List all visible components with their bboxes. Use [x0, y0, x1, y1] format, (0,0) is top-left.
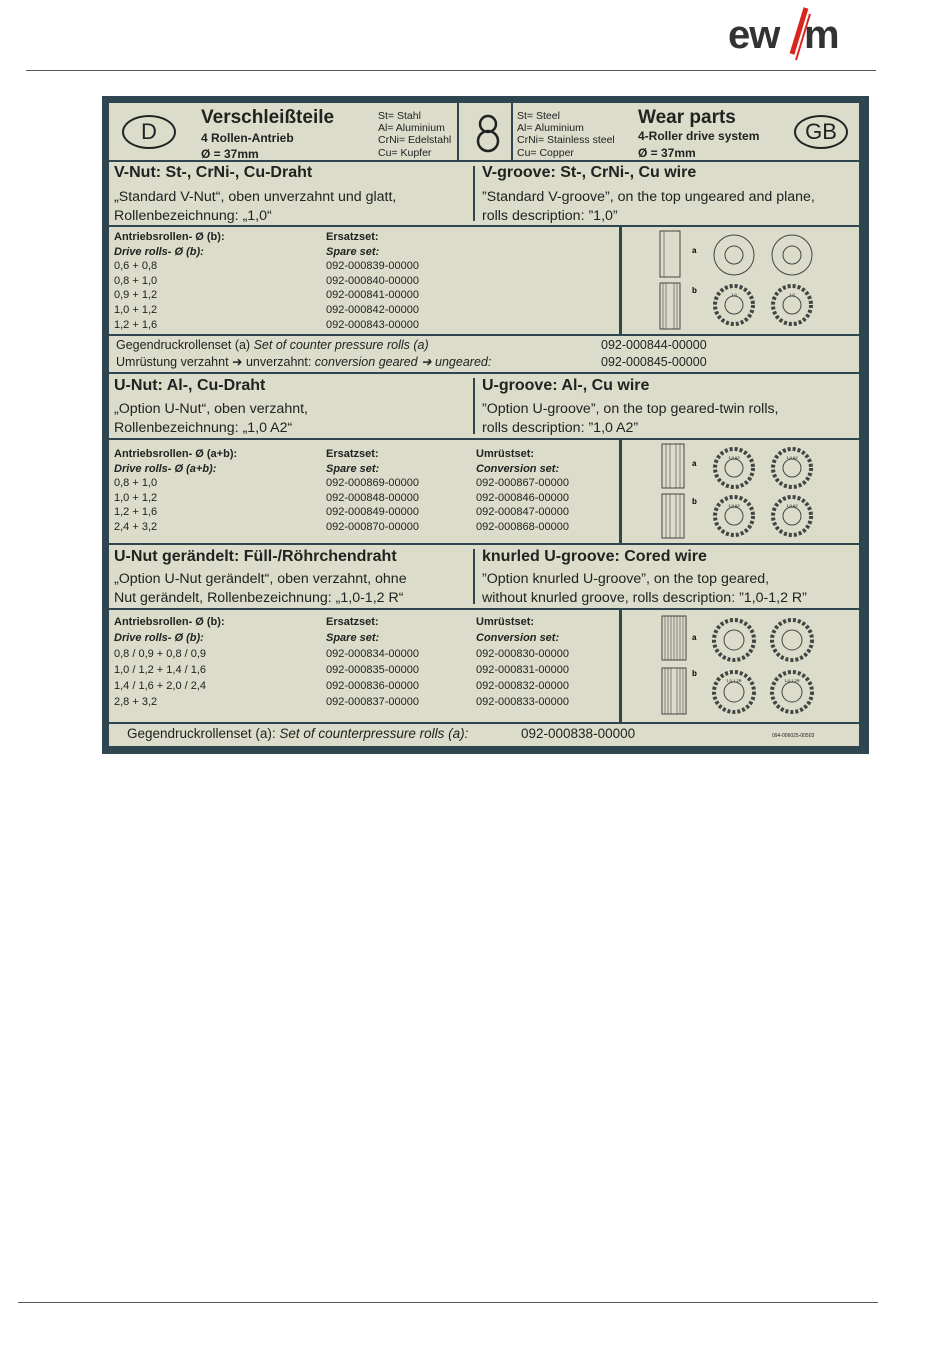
- svg-text:b: b: [692, 497, 697, 506]
- table-row: 2,8 + 3,2: [114, 696, 158, 708]
- svg-text:m: m: [804, 13, 840, 57]
- de-legend: St= Stahl Al= Aluminium CrNi= Edelstahl Cu= Kupfer: [378, 110, 452, 159]
- table-row: 0,9 + 1,2: [114, 289, 158, 302]
- table-row: 1,2 + 1,6: [114, 318, 158, 331]
- en-title: Wear parts: [638, 107, 736, 128]
- drive-roll-figure: [652, 229, 852, 333]
- doc-number: 094-006025-00503: [772, 733, 815, 739]
- table-row: 2,4 + 3,2: [114, 520, 158, 533]
- country-code-de: D: [122, 115, 176, 149]
- table-row: 1,0 / 1,2 + 1,4 / 1,6: [114, 664, 207, 676]
- section-knurled-title: U-Nut gerändelt: Füll-/Röhrchendraht „Option U-Nut gerändelt“, oben verzahnt, ohne Nut gerändelt, Rollenbezeichnung: „1,0-1,2 R“ knurled U-groove: Cored wire ”Option knurled U-groove”, on the top geared, without knurled groove, rolls description: ”1,0-1,2 R”: [109, 545, 859, 608]
- drive-roll-figure: [652, 442, 852, 542]
- svg-text:1,0: 1,0: [731, 292, 737, 297]
- section-knurled-footer: Gegendruckrollenset (a): Set of counterpressure rolls (a): 092-000838-00000 094-006025-00503: [109, 724, 859, 746]
- section-u-groove-table: Antriebsrollen- Ø (a+b): Drive rolls- Ø (a+b): 0,8 + 1,0 1,0 + 1,2 1,2 + 1,6 2,4 + 3,2 Ersatzset: Spare set: 092-000869-00000 092-000848-00000 092-000849-00000 092-000870-00000 Umrüstset: Conversion set: 092-000867-00000 092-000846-00000 092-000847-00000 092-000868-00000: [109, 440, 619, 543]
- svg-text:b: b: [692, 669, 697, 678]
- section-v-groove-footer: Gegendruckrollenset (a) Set of counter pressure rolls (a) 092-000844-00000 Umrüstung verzahnt ➜ unverzahnt: conversion geared ➜ ungeared: 092-000845-00000: [109, 336, 859, 372]
- footer-rule: [18, 1302, 878, 1303]
- ewm-logo: [728, 6, 860, 62]
- de-subtitle: 4 Rollen-Antrieb: [201, 131, 294, 145]
- section-knurled-figure: [622, 610, 859, 722]
- table-row: 0,8 + 1,0: [114, 274, 158, 287]
- de-diameter: Ø = 37mm: [201, 147, 259, 160]
- header-rule: [26, 70, 876, 71]
- table-row: 1,2 + 1,6: [114, 506, 158, 519]
- section-v-groove-title: V-Nut: St-, CrNi-, Cu-Draht „Standard V-Nut“, oben unverzahnt und glatt, Rollenbezeichnung: „1,0“ V-groove: St-, CrNi-, Cu wire ”Standard V-groove”, on the top ungeared and plane, rolls description: ”1,0”: [109, 162, 859, 225]
- svg-text:a: a: [692, 633, 697, 642]
- wire-spool-icon: [473, 113, 503, 153]
- svg-text:a: a: [692, 246, 697, 255]
- svg-text:1,0 A2: 1,0 A2: [786, 455, 798, 460]
- drive-roll-figure: [652, 614, 852, 720]
- de-title: Verschleißteile: [201, 107, 335, 128]
- svg-text:1,0 A2: 1,0 A2: [786, 503, 798, 508]
- section-u-groove-title: U-Nut: Al-, Cu-Draht „Option U-Nut“, oben verzahnt, Rollenbezeichnung: „1,0 A2“ U-groove: Al-, Cu wire ”Option U-groove”, on the top geared-twin rolls, rolls description: ”1,0 A2”: [109, 374, 859, 438]
- plate-header: [109, 103, 859, 160]
- country-code-gb: GB: [794, 115, 848, 149]
- section-knurled-table: Antriebsrollen- Ø (b): Drive rolls- Ø (b): 0,8 / 0,9 + 0,8 / 0,9 1,0 / 1,2 + 1,4 / 1,6 1,4 / 1,6 + 2,0 / 2,4 2,8 + 3,2 Ersatzset: Spare set: 092-000834-00000 092-000835-00000 092-000836-00000 092-000837-00000 Umrüstset: Conversion set: 092-000830-00000 092-000831-00000 092-000832-00000 092-000833-00000: [109, 610, 619, 722]
- table-row: 1,0 + 1,2: [114, 303, 158, 316]
- en-subtitle: 4-Roller drive system: [638, 129, 760, 143]
- svg-text:ew: ew: [728, 13, 780, 57]
- en-diameter: Ø = 37mm: [638, 146, 696, 160]
- table-row: 0,8 / 0,9 + 0,8 / 0,9: [114, 648, 207, 660]
- table-row: 1,0 + 1,2: [114, 491, 158, 504]
- table-row: 1,4 / 1,6 + 2,0 / 2,4: [114, 680, 207, 692]
- svg-text:1,0-1,2R: 1,0-1,2R: [784, 678, 800, 683]
- svg-text:1,0-1,2R: 1,0-1,2R: [726, 678, 742, 683]
- section-u-groove-figure: [622, 440, 859, 543]
- section-v-groove-table: Antriebsrollen- Ø (b): Drive rolls- Ø (b): 0,6 + 0,8 0,8 + 1,0 0,9 + 1,2 1,0 + 1,2 1,2 + 1,6 Ersatzset: Spare set: 092-000839-00000 092-000840-00000 092-000841-00000 092-000842-00000 092-000843-00000: [109, 227, 619, 334]
- table-row: 0,6 + 0,8: [114, 260, 158, 273]
- svg-text:b: b: [692, 286, 697, 295]
- section-v-groove-figure: [622, 227, 859, 334]
- svg-text:1,0 A2: 1,0 A2: [728, 503, 740, 508]
- svg-text:1,0 A2: 1,0 A2: [728, 455, 740, 460]
- en-legend: St= Steel Al= Aluminium CrNi= Stainless steel Cu= Copper: [517, 110, 615, 159]
- table-row: 0,8 + 1,0: [114, 477, 158, 490]
- svg-text:a: a: [692, 459, 697, 468]
- svg-text:1,0: 1,0: [789, 292, 795, 297]
- wear-parts-plate: [102, 96, 869, 754]
